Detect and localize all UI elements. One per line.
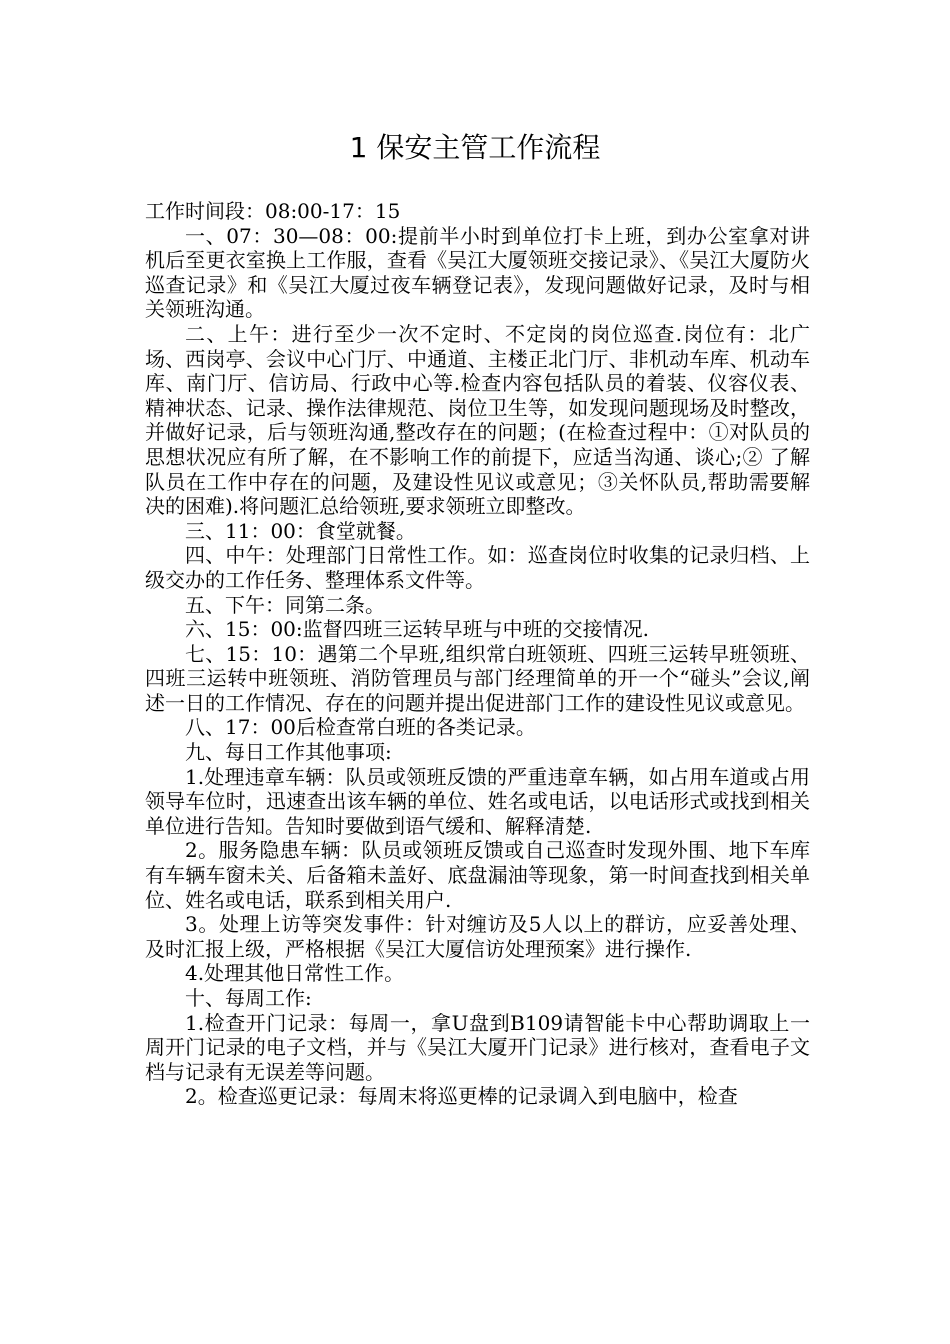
paragraph-daily-item-2: 2。服务隐患车辆：队员或领班反馈或自己巡查时发现外围、地下车库有车辆车窗未关、后备箱未盖好、底盘漏油等现象，第一时间查找到相关单位、姓名或电话，联系到相关用户. — [145, 838, 810, 912]
paragraph-daily-item-1: 1.处理违章车辆：队员或领班反馈的严重违章车辆，如占用车道或占用领导车位时，迅速查出该车辆的单位、姓名或电话，以电话形式或找到相关单位进行告知。告知时要做到语气缓和、解释清楚. — [145, 764, 810, 838]
paragraph-daily-item-4: 4.处理其他日常性工作。 — [185, 961, 405, 986]
paragraph-step-8: 八、17：00后检查常白班的各类记录。 — [185, 715, 536, 740]
paragraph-step-5: 五、下午：同第二条。 — [185, 592, 385, 617]
work-hours-paragraph: 工作时间段：08:00-17：15 — [145, 199, 401, 223]
paragraph-step-6: 六、15：00:监督四班三运转早班与中班的交接情况. — [185, 617, 649, 642]
document-title: 1 保安主管工作流程 — [349, 131, 601, 164]
paragraph-step-7: 七、15：10：遇第二个早班,组织常白班领班、四班三运转早班领班、四班三运转中班领班、消防管理员与部门经理简单的开一个“碰头”会议,阐述一日的工作情况、存在的问题并提出促进部门工作的建设性见议或意见。 — [145, 641, 810, 715]
paragraph-step-9: 九、每日工作其他事项: — [185, 740, 392, 765]
paragraph-weekly-item-1: 1.检查开门记录：每周一，拿U盘到B109请智能卡中心帮助调取上一周开门记录的电子文档，并与《吴江大厦开门记录》进行核对，查看电子文档与记录有无误差等问题。 — [145, 1010, 810, 1084]
paragraph-step-2: 二、上午：进行至少一次不定时、不定岗的岗位巡查.岗位有：北广场、西岗亭、会议中心门厅、中通道、主楼正北门厅、非机动车库、机动车库、南门厅、信访局、行政中心等.检查内容包括队员的着装、仪容仪表、精神状态、记录、操作法律规范、岗位卫生等，如发现问题现场及时整改，并做好记录，后与领班沟通,整改存在的问题；(在检查过程中：①对队员的思想状况应有所了解，在不影响工作的前提下，应适当沟通、谈心;② 了解队员在工作中存在的问题，及建设性见议或意见；③关怀队员,帮助需要解决的困难).将问题汇总给领班,要求领班立即整改。 — [145, 321, 810, 519]
paragraph-step-4: 四、中午：处理部门日常性工作。如：巡查岗位时收集的记录归档、上级交办的工作任务、整理体系文件等。 — [145, 543, 810, 592]
paragraph-step-3: 三、11：00：食堂就餐。 — [185, 518, 416, 543]
paragraph-daily-item-3: 3。处理上访等突发事件：针对缠访及5人以上的群访，应妥善处理、及时汇报上级，严格根据《吴江大厦信访处理预案》进行操作. — [145, 912, 810, 961]
paragraph-step-10: 十、每周工作: — [185, 986, 312, 1010]
paragraph-step-1: 一、07：30—08：00:提前半小时到单位打卡上班，到办公室拿对讲机后至更衣室换上工作服，查看《吴江大厦领班交接记录》、《吴江大厦防火巡查记录》和《吴江大厦过夜车辆登记表》，发现问题做好记录，及时与相关领班沟通。 — [145, 223, 810, 322]
paragraph-weekly-item-2: 2。检查巡更记录：每周末将巡更棒的记录调入到电脑中，检查 — [185, 1084, 738, 1109]
document-body — [145, 199, 810, 1109]
